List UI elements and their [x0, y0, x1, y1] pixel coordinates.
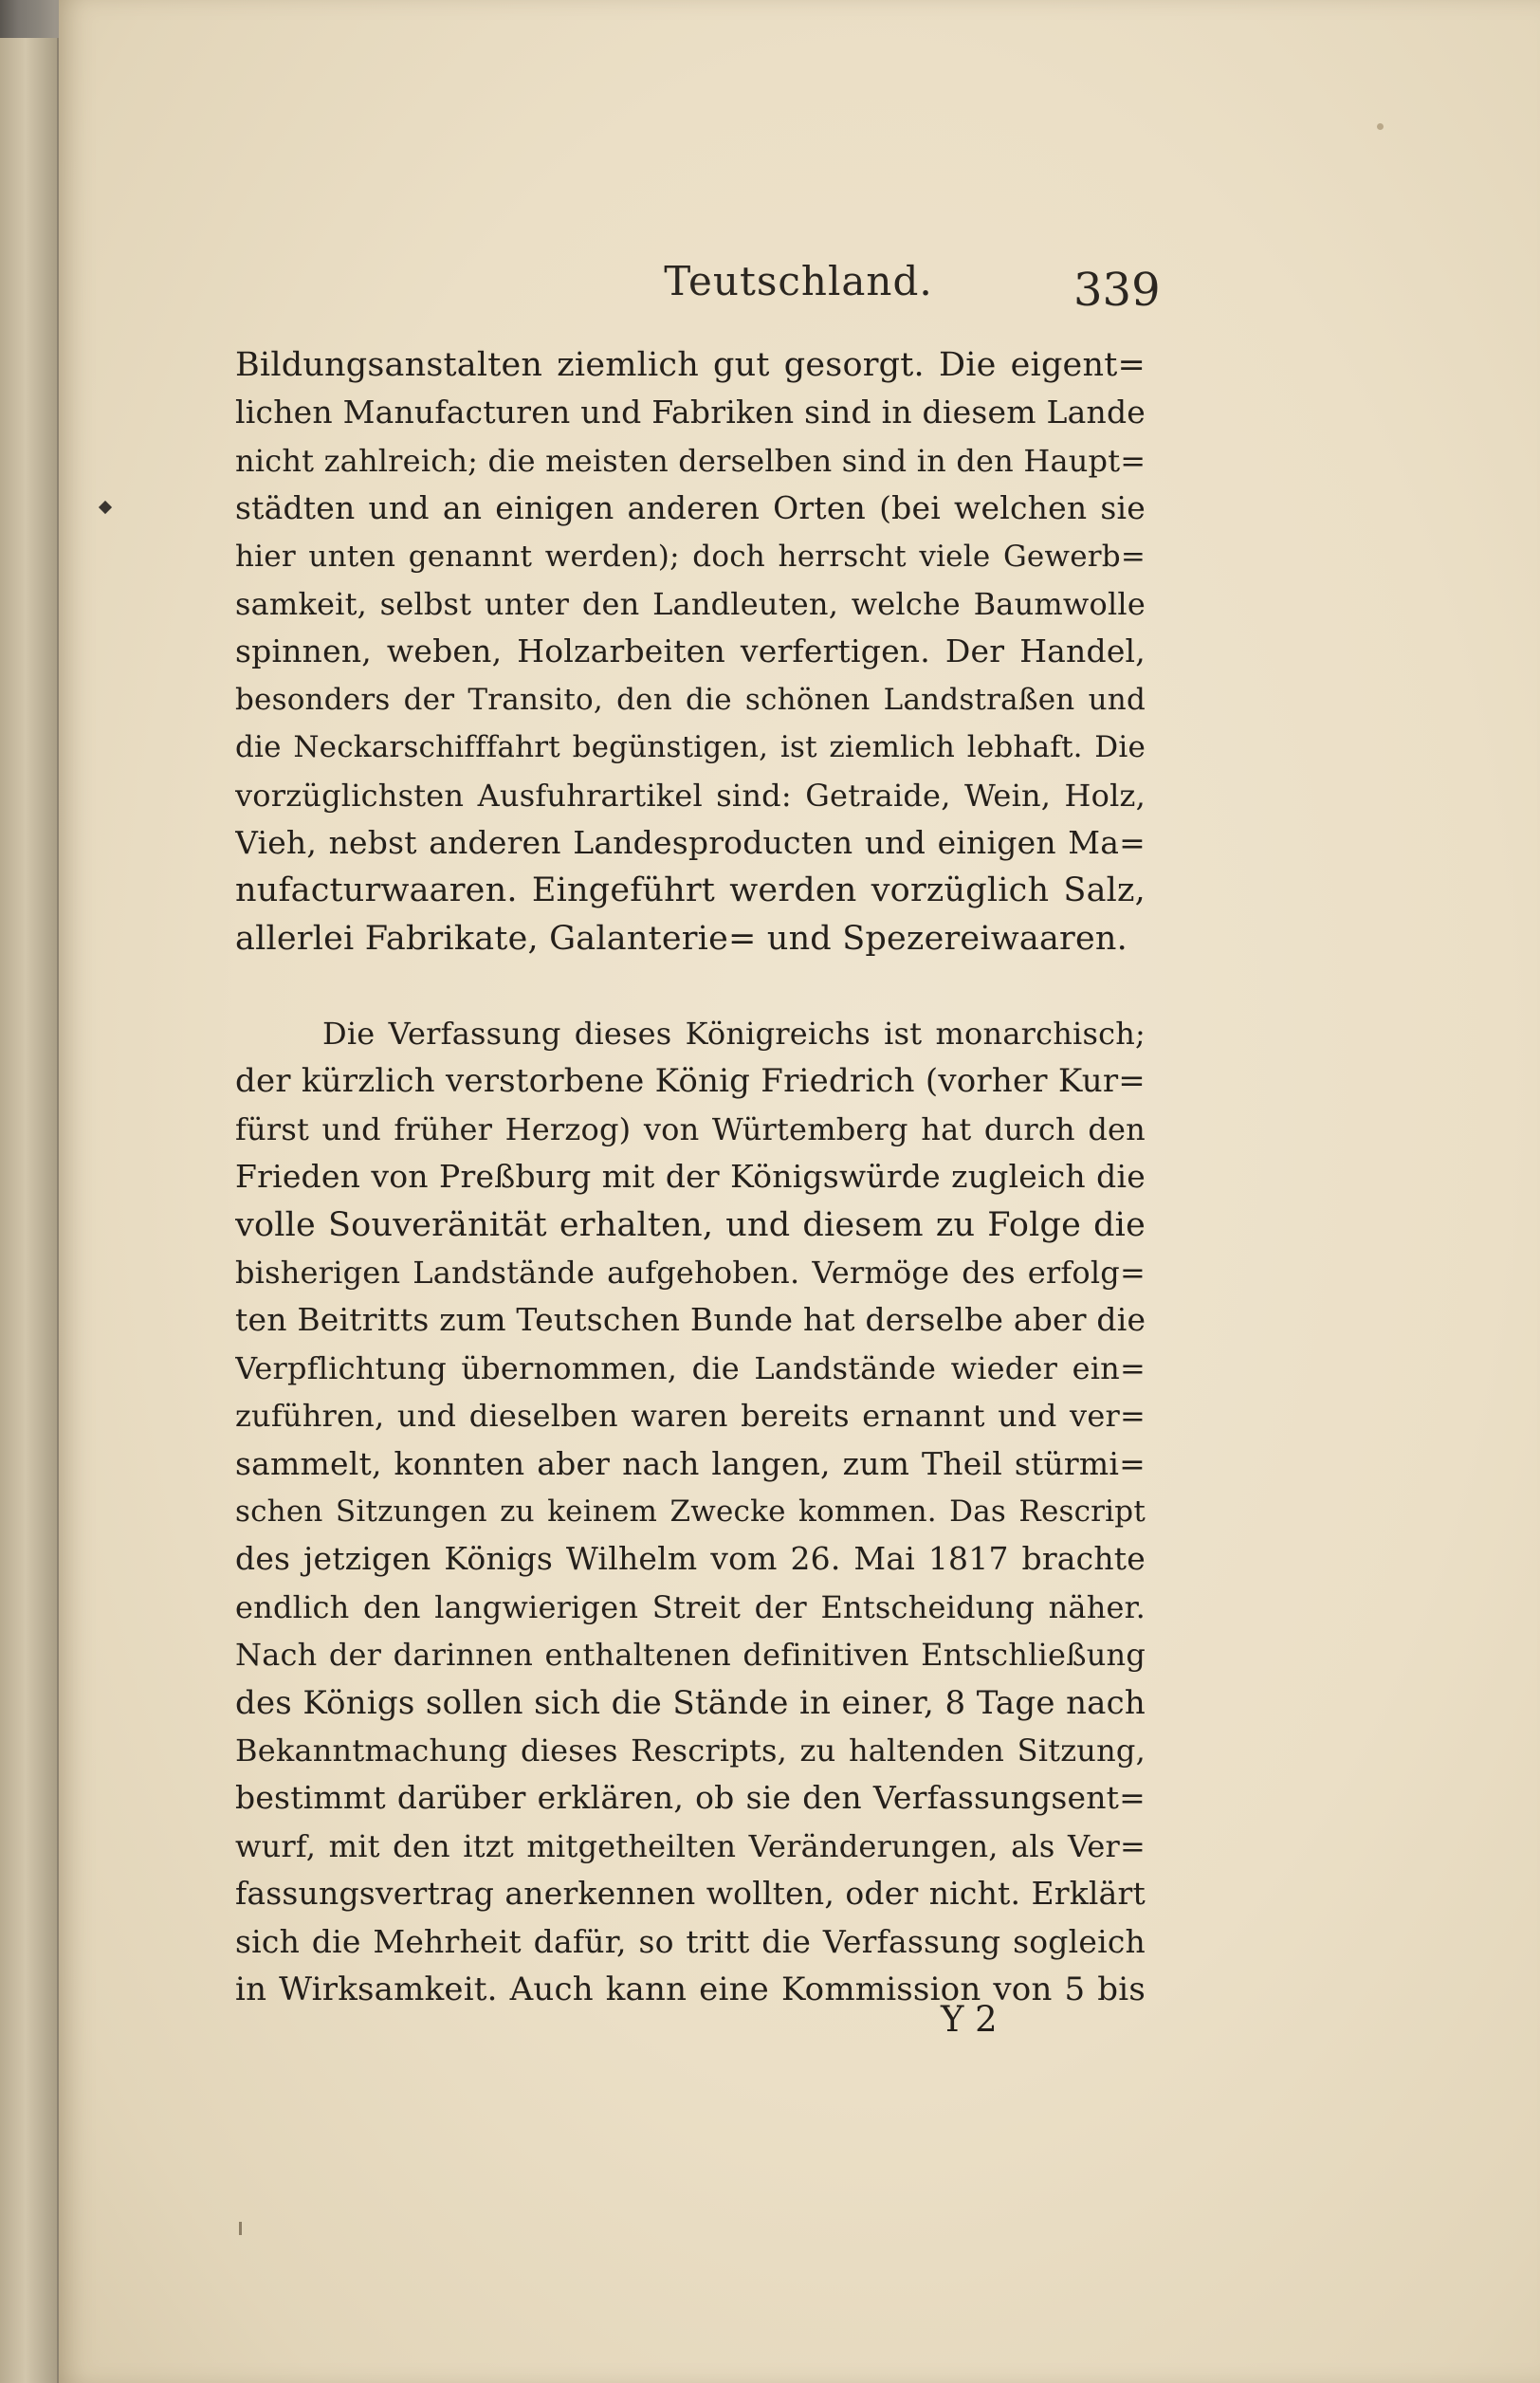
- left-page-edge: [0, 38, 59, 2383]
- text-line: besonders der Transito, den die schönen Landstraßen und: [235, 682, 1146, 717]
- text-line: städten und an einigen anderen Orten (bei welchen sie: [235, 489, 1146, 527]
- text-line: allerlei Fabrikate, Galanterie= und Spezereiwaaren.: [235, 919, 1128, 958]
- paragraph-2: [235, 1010, 1146, 2013]
- text-line: des Königs sollen sich die Stände in einer, 8 Tage nach: [235, 1683, 1146, 1722]
- text-line: sammelt, konnten aber nach langen, zum Theil stürmi=: [235, 1444, 1146, 1482]
- text-line: nicht zahlreich; die meisten derselben sind in den Haupt=: [235, 442, 1146, 479]
- text-line: in Wirksamkeit. Auch kann eine Kommission von 5 bis: [235, 1970, 1146, 2008]
- paper-spot: [99, 501, 112, 514]
- text-line: Die Verfassung dieses Königreichs ist monarchisch;: [322, 1016, 1146, 1053]
- running-title: Teutschland.: [664, 258, 933, 304]
- text-line: Vieh, nebst anderen Landesproducten und einigen Ma=: [235, 823, 1146, 861]
- text-line: Verpflichtung übernommen, die Landstände wieder ein=: [235, 1349, 1146, 1386]
- paper-spot: [1377, 123, 1384, 130]
- text-line: vorzüglichsten Ausfuhrartikel sind: Getraide, Wein, Holz,: [235, 777, 1146, 814]
- text-line: die Neckarschifffahrt begünstigen, ist ziemlich lebhaft. Die: [235, 730, 1146, 765]
- body-text: [235, 341, 1146, 2013]
- book-page: [59, 0, 1540, 2383]
- page-number: 339: [1073, 264, 1161, 317]
- text-line: sich die Mehrheit dafür, so tritt die Verfassung sogleich: [235, 1922, 1146, 1960]
- text-line: ten Beitritts zum Teutschen Bunde hat derselbe aber die: [235, 1301, 1146, 1339]
- text-line: spinnen, weben, Holzarbeiten verfertigen. Der Handel,: [235, 632, 1146, 670]
- text-line: fassungsvertrag anerkennen wollten, oder nicht. Erklärt: [235, 1875, 1146, 1913]
- text-line: Frieden von Preßburg mit der Königswürde zugleich die: [235, 1158, 1146, 1196]
- text-line: wurf, mit den itzt mitgetheilten Veränderungen, als Ver=: [235, 1827, 1146, 1864]
- text-line: zuführen, und dieselben waren bereits ernannt und ver=: [235, 1398, 1146, 1435]
- text-line: samkeit, selbst unter den Landleuten, welche Baumwolle: [235, 585, 1146, 622]
- text-line: der kürzlich verstorbene König Friedrich (vorher Kur=: [235, 1062, 1146, 1101]
- text-line: endlich den langwierigen Streit der Entscheidung näher.: [235, 1588, 1146, 1625]
- text-line: des jetzigen Königs Wilhelm vom 26. Mai 1817 brachte: [235, 1540, 1146, 1578]
- text-line: Bekanntmachung dieses Rescripts, zu haltenden Sitzung,: [235, 1732, 1146, 1769]
- text-line: volle Souveränität erhalten, und diesem zu Folge die: [235, 1205, 1146, 1244]
- text-line: hier unten genannt werden); doch herrscht viele Gewerb=: [235, 539, 1146, 574]
- text-line: nufacturwaaren. Eingeführt werden vorzüglich Salz,: [235, 871, 1146, 910]
- text-line: bisherigen Landstände aufgehoben. Vermöge des erfolg=: [235, 1255, 1146, 1292]
- text-line: schen Sitzungen zu keinem Zwecke kommen. Das Rescript: [235, 1494, 1146, 1529]
- text-line: Nach der darinnen enthaltenen definitiven Entschließung: [235, 1637, 1146, 1674]
- paper-spot: [239, 2222, 242, 2235]
- text-line: fürst und früher Herzog) von Würtemberg hat durch den: [235, 1110, 1146, 1147]
- signature-mark: Y 2: [941, 1999, 998, 2040]
- text-line: Bildungsanstalten ziemlich gut gesorgt. Die eigent=: [235, 346, 1146, 384]
- paragraph-gap: [235, 962, 1146, 1010]
- text-line: lichen Manufacturen und Fabriken sind in diesem Lande: [235, 394, 1146, 431]
- text-line: bestimmt darüber erklären, ob sie den Verfassungsent=: [235, 1779, 1146, 1817]
- paragraph-1: [235, 341, 1146, 962]
